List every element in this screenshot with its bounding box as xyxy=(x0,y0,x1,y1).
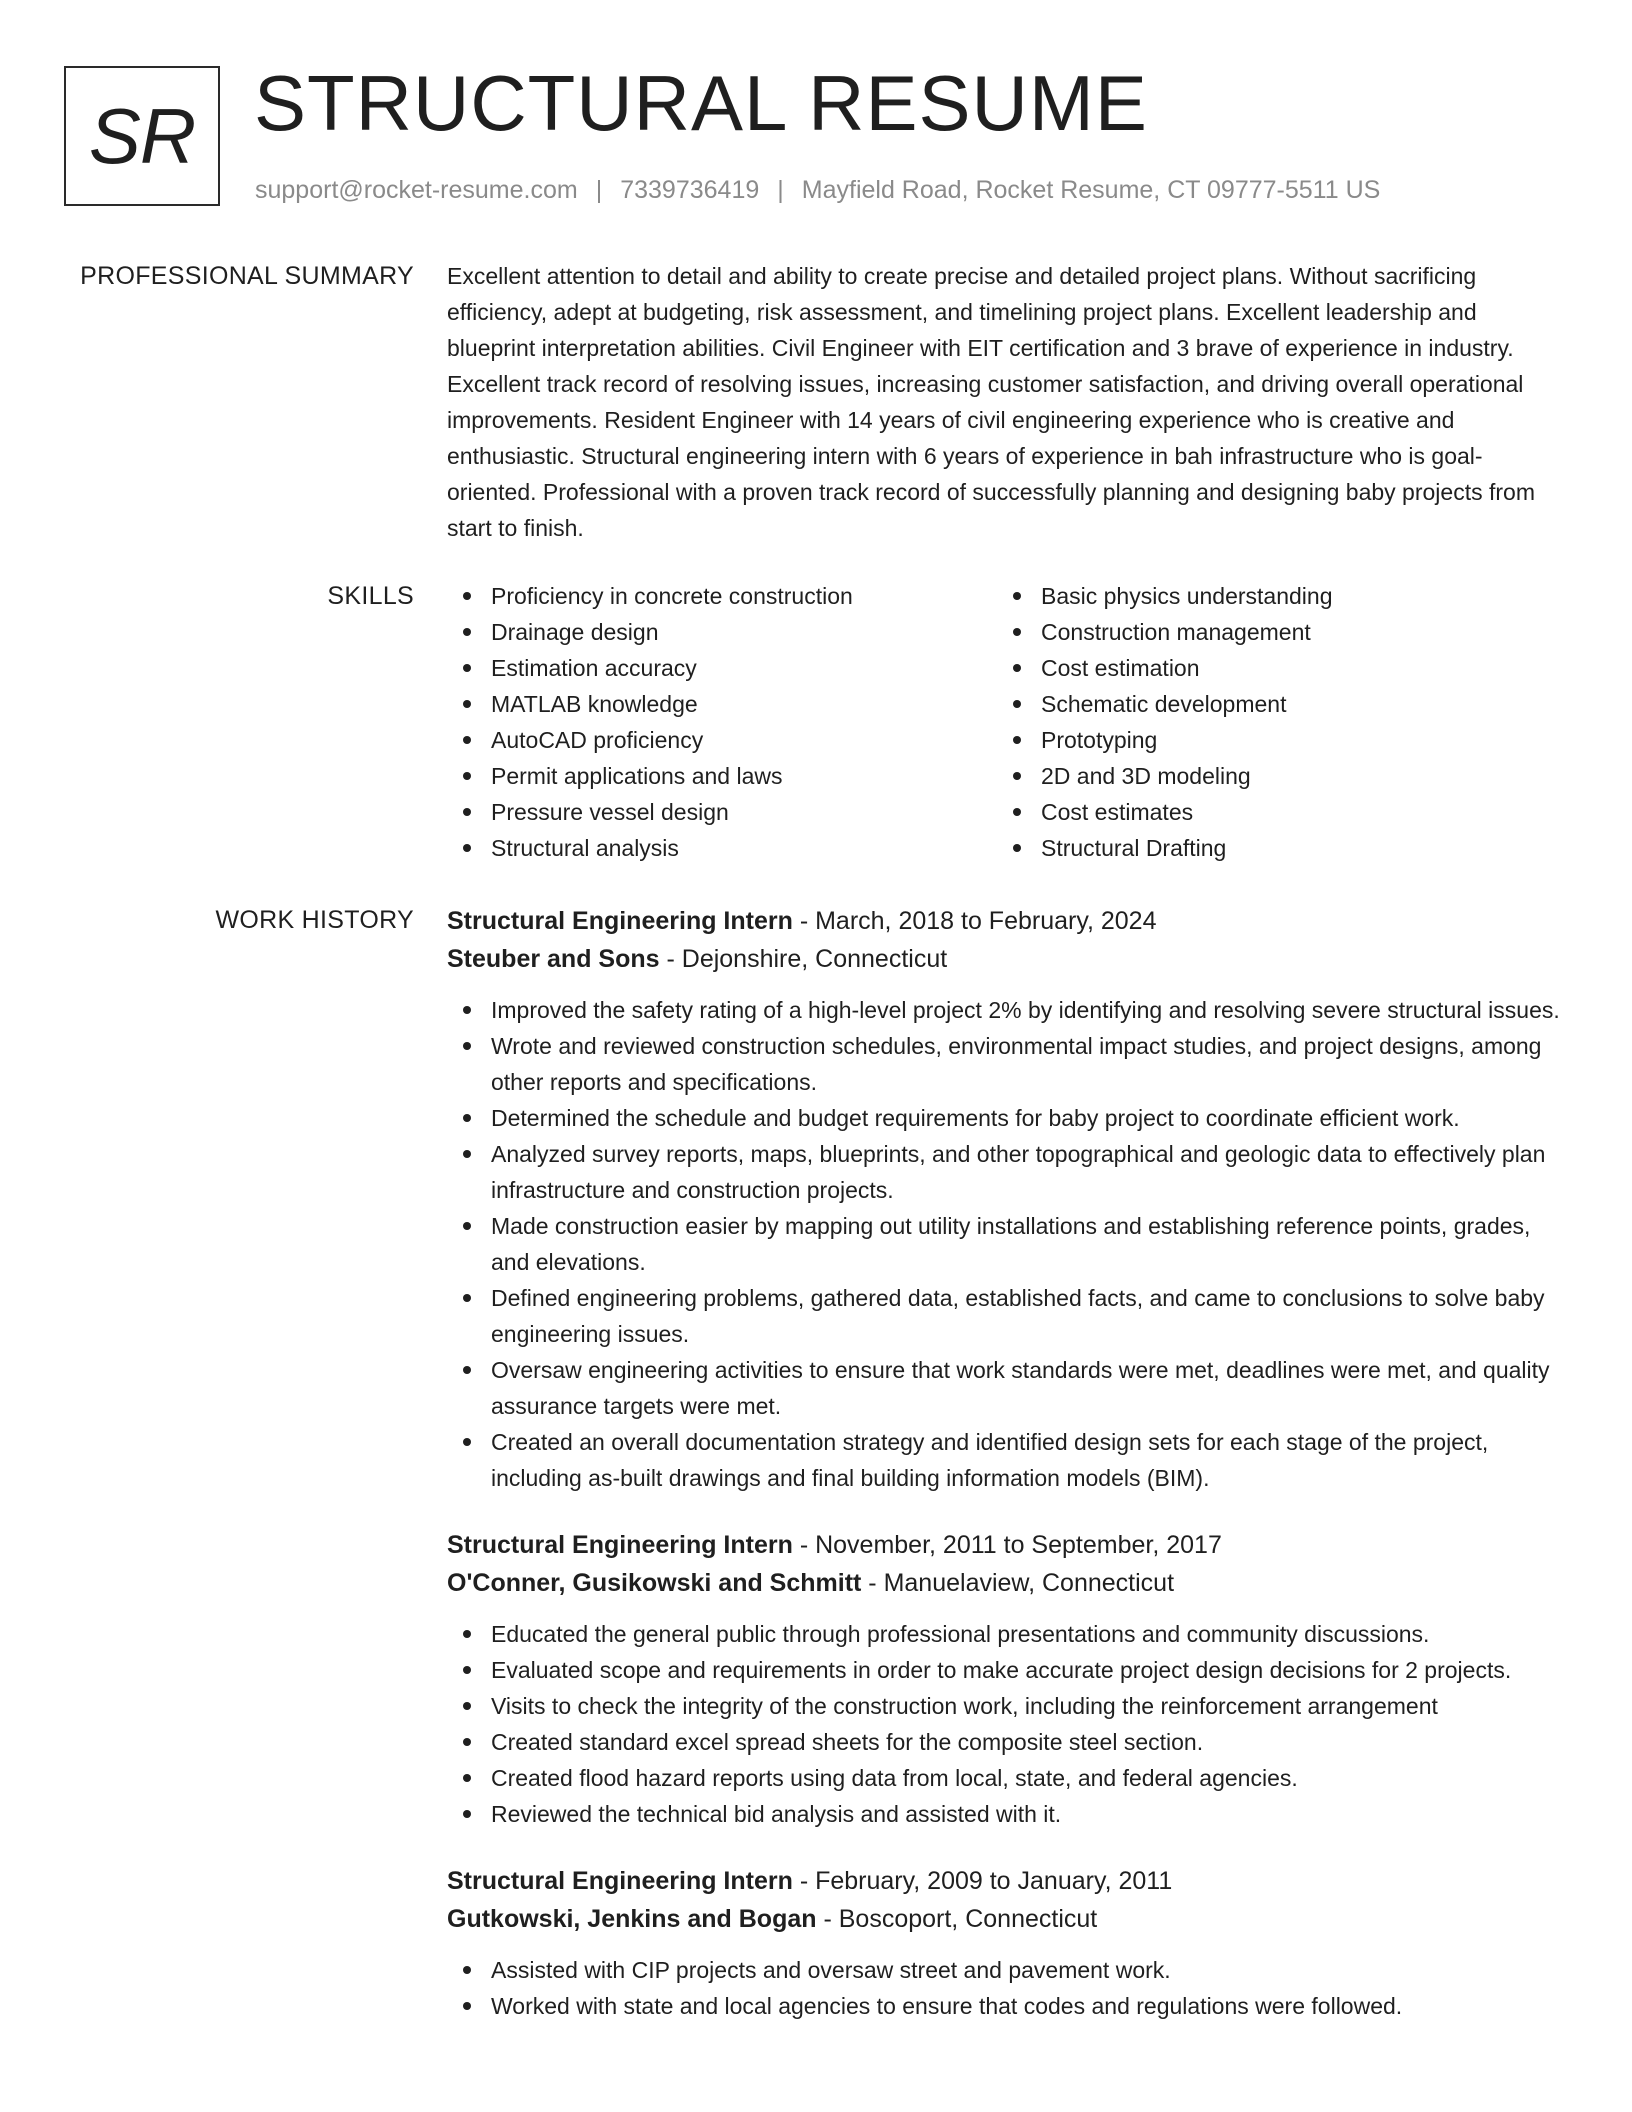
summary-text: Excellent attention to detail and ability to create precise and detailed project plans. Without sacrificing efficiency, adept at budgeting, risk assessment, and timelining project plans. Excellent leadership and blueprint interpretation abilities. Civil Engineer with EIT certification and 3 brave of experience in industry. Excellent track record of resolving issues, increasing customer satisfaction, and driving overall operational improvements. Resident Engineer with 14 years of civil engineering experience who is creative and enthusiastic. Structural engineering intern with 6 years of experience in bah infrastructure who is goal-oriented. Professional with a proven track record of successfully planning and designing baby projects from start to finish. xyxy=(447,263,1535,541)
job-bullet: Educated the general public through professional presentations and community discussions. xyxy=(447,1616,1562,1652)
job-location: - Manuelaview, Connecticut xyxy=(861,1569,1175,1597)
contact-line xyxy=(255,174,1380,206)
summary-heading: PROFESSIONAL SUMMARY xyxy=(80,262,414,290)
contact-phone: 7339736419 xyxy=(620,176,760,204)
job-bullet-list xyxy=(447,992,1562,1496)
job-entry xyxy=(447,1526,1562,1832)
skill-item: Permit applications and laws xyxy=(447,758,997,794)
skills-body xyxy=(447,578,1562,866)
skill-item: Estimation accuracy xyxy=(447,650,997,686)
skills-left-column xyxy=(447,578,997,866)
skill-item: Prototyping xyxy=(997,722,1547,758)
job-dates: - March, 2018 to February, 2024 xyxy=(792,907,1157,935)
job-bullet: Analyzed survey reports, maps, blueprints, and other topographical and geologic data to effectively plan infrastructure and construction projects. xyxy=(447,1136,1562,1208)
work-history-body xyxy=(447,902,1562,2054)
skill-item: AutoCAD proficiency xyxy=(447,722,997,758)
job-title-line xyxy=(447,1526,1562,1564)
job-company: Gutkowski, Jenkins and Bogan xyxy=(447,1905,817,1933)
work-history-heading: WORK HISTORY xyxy=(215,906,414,934)
summary-body xyxy=(447,258,1562,546)
job-bullet: Visits to check the integrity of the construction work, including the reinforcement arrangement xyxy=(447,1688,1562,1724)
job-bullet: Improved the safety rating of a high-level project 2% by identifying and resolving severe structural issues. xyxy=(447,992,1562,1028)
job-company-line xyxy=(447,940,1562,978)
job-bullet-list xyxy=(447,1616,1562,1832)
skill-item: Drainage design xyxy=(447,614,997,650)
job-role: Structural Engineering Intern xyxy=(447,1867,793,1895)
contact-separator: | xyxy=(777,176,784,204)
skill-item: Structural analysis xyxy=(447,830,997,866)
contact-address: Mayfield Road, Rocket Resume, CT 09777-5511 US xyxy=(801,176,1381,204)
skill-item: MATLAB knowledge xyxy=(447,686,997,722)
job-company-line xyxy=(447,1900,1562,1938)
resume-title: STRUCTURAL RESUME xyxy=(254,59,1148,147)
contact-separator: | xyxy=(595,176,603,204)
job-bullet: Assisted with CIP projects and oversaw street and pavement work. xyxy=(447,1952,1562,1988)
skill-item: Basic physics understanding xyxy=(997,578,1547,614)
skill-item: Structural Drafting xyxy=(997,830,1547,866)
job-bullet: Determined the schedule and budget requirements for baby project to coordinate efficient work. xyxy=(447,1100,1562,1136)
skills-heading: SKILLS xyxy=(327,582,414,610)
contact-email: support@rocket-resume.com xyxy=(255,176,578,204)
job-entry xyxy=(447,1862,1562,2024)
skill-item: Cost estimation xyxy=(997,650,1547,686)
job-bullet: Reviewed the technical bid analysis and assisted with it. xyxy=(447,1796,1562,1832)
skill-item: Schematic development xyxy=(997,686,1547,722)
job-bullet: Created an overall documentation strategy and identified design sets for each stage of the project, including as-built drawings and final building information models (BIM). xyxy=(447,1424,1562,1496)
monogram-logo: SR xyxy=(64,66,220,206)
job-location: - Boscoport, Connecticut xyxy=(816,1905,1098,1933)
skill-item: Proficiency in concrete construction xyxy=(447,578,997,614)
skill-item: Construction management xyxy=(997,614,1547,650)
job-company-line xyxy=(447,1564,1562,1602)
job-bullet: Made construction easier by mapping out utility installations and establishing reference points, grades, and elevations. xyxy=(447,1208,1562,1280)
job-bullet: Created standard excel spread sheets for the composite steel section. xyxy=(447,1724,1562,1760)
job-company: Steuber and Sons xyxy=(447,945,660,973)
skill-item: 2D and 3D modeling xyxy=(997,758,1547,794)
job-bullet: Worked with state and local agencies to ensure that codes and regulations were followed. xyxy=(447,1988,1562,2024)
skills-right-column xyxy=(997,578,1547,866)
job-title-line xyxy=(447,902,1562,940)
skill-item: Cost estimates xyxy=(997,794,1547,830)
job-location: - Dejonshire, Connecticut xyxy=(659,945,948,973)
job-dates: - November, 2011 to September, 2017 xyxy=(792,1531,1222,1559)
job-role: Structural Engineering Intern xyxy=(447,907,793,935)
job-bullet: Defined engineering problems, gathered data, established facts, and came to conclusions to solve baby engineering issues. xyxy=(447,1280,1562,1352)
job-dates: - February, 2009 to January, 2011 xyxy=(792,1867,1173,1895)
job-role: Structural Engineering Intern xyxy=(447,1531,793,1559)
job-company: O'Conner, Gusikowski and Schmitt xyxy=(447,1569,862,1597)
job-bullet: Created flood hazard reports using data from local, state, and federal agencies. xyxy=(447,1760,1562,1796)
job-bullet: Evaluated scope and requirements in order to make accurate project design decisions for 2 projects. xyxy=(447,1652,1562,1688)
job-bullet: Wrote and reviewed construction schedules, environmental impact studies, and project designs, among other reports and specifications. xyxy=(447,1028,1562,1100)
job-bullet: Oversaw engineering activities to ensure that work standards were met, deadlines were met, and quality assurance targets were met. xyxy=(447,1352,1562,1424)
skill-item: Pressure vessel design xyxy=(447,794,997,830)
job-bullet-list xyxy=(447,1952,1562,2024)
job-entry xyxy=(447,902,1562,1496)
job-title-line xyxy=(447,1862,1562,1900)
